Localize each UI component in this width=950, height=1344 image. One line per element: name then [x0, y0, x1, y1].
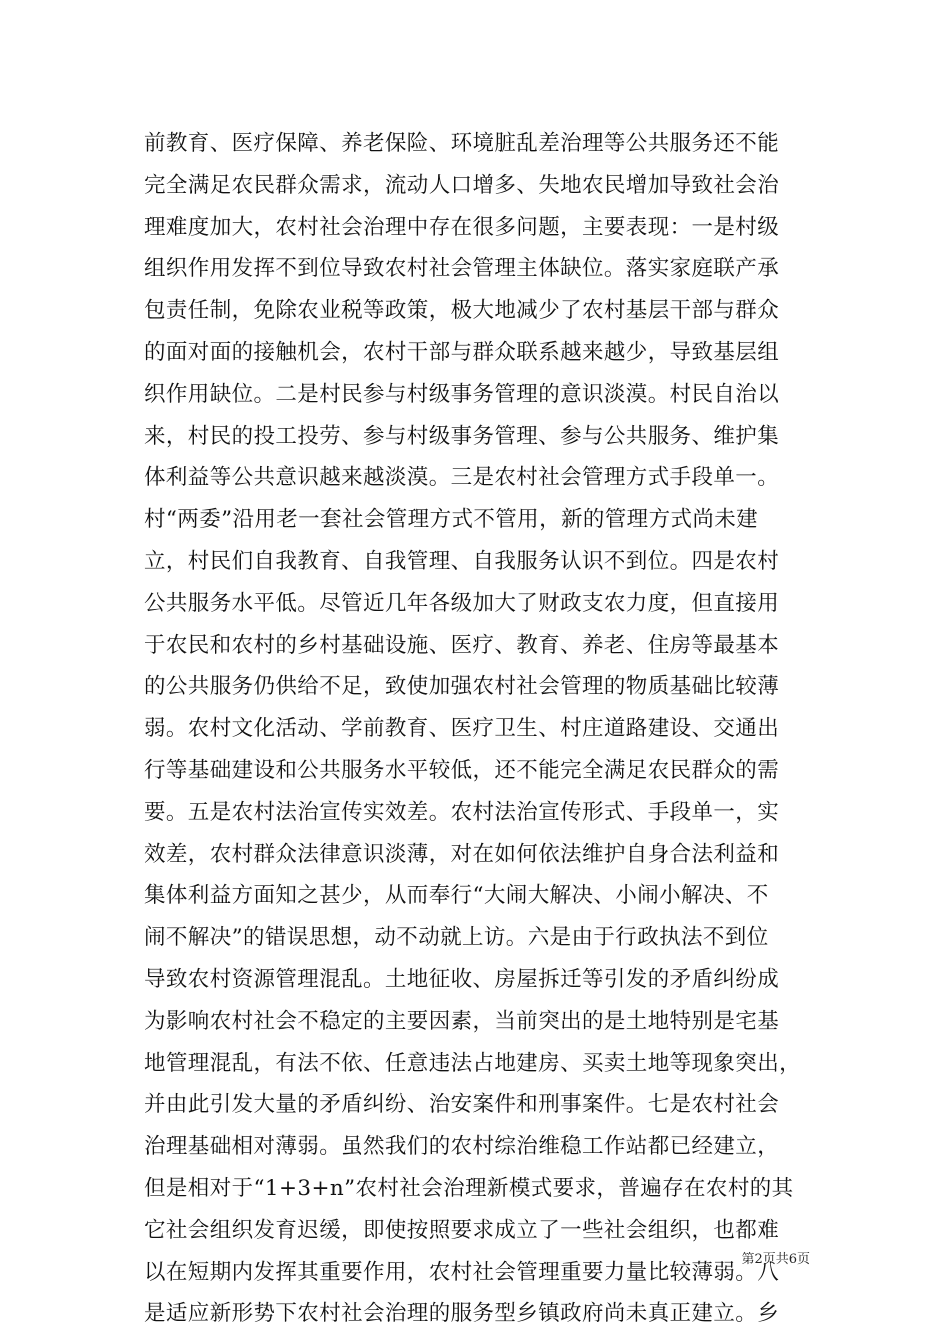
text-line: 行等基础建设和公共服务水平较低，还不能完全满足农民群众的需	[144, 757, 780, 783]
text-line: 地管理混乱，有法不依、任意违法占地建房、买卖土地等现象突出，	[144, 1050, 802, 1076]
text-line: 公共服务水平低。尽管近几年各级加大了财政支农力度，但直接用	[144, 590, 780, 616]
text-line: 包责任制，免除农业税等政策，极大地减少了农村基层干部与群众	[144, 298, 780, 324]
text-line: 集体利益方面知之甚少，从而奉行“大闹大解决、小闹小解决、不	[144, 883, 769, 909]
text-line: 效差，农村群众法律意识淡薄，对在如何依法维护自身合法利益和	[144, 841, 780, 867]
text-line: 是适应新形势下农村社会治理的服务型乡镇政府尚未真正建立。乡	[144, 1301, 780, 1327]
text-line: 导致农村资源管理混乱。土地征收、房屋拆迁等引发的矛盾纠纷成	[144, 966, 780, 992]
text-line: 体利益等公共意识越来越淡漠。三是农村社会管理方式手段单一。	[144, 465, 780, 491]
text-line: 但是相对于“1+3+n”农村社会治理新模式要求，普遍存在农村的其	[144, 1175, 794, 1201]
text-line: 要。五是农村法治宣传实效差。农村法治宣传形式、手段单一，实	[144, 799, 780, 825]
text-line: 于农民和农村的乡村基础设施、医疗、教育、养老、住房等最基本	[144, 632, 780, 658]
text-line: 前教育、医疗保障、养老保险、环境脏乱差治理等公共服务还不能	[144, 131, 780, 156]
text-line: 闹不解决”的错误思想，动不动就上访。六是由于行政执法不到位	[144, 925, 769, 951]
text-line: 组织作用发挥不到位导致农村社会管理主体缺位。落实家庭联产承	[144, 256, 780, 282]
text-line: 村“两委”沿用老一套社会管理方式不管用，新的管理方式尚未建	[144, 507, 759, 533]
text-line: 理难度加大，农村社会治理中存在很多问题，主要表现：一是村级	[144, 214, 780, 240]
text-line: 立，村民们自我教育、自我管理、自我服务认识不到位。四是农村	[144, 548, 780, 574]
text-line: 完全满足农民群众需求，流动人口增多、失地农民增加导致社会治	[144, 172, 780, 198]
text-line: 并由此引发大量的矛盾纠纷、治安案件和刑事案件。七是农村社会	[144, 1092, 780, 1118]
text-line: 以在短期内发挥其重要作用，农村社会管理重要力量比较薄弱。八	[144, 1259, 780, 1285]
text-line: 为影响农村社会不稳定的主要因素，当前突出的是土地特别是宅基	[144, 1008, 780, 1034]
text-line: 的面对面的接触机会，农村干部与群众联系越来越少，导致基层组	[144, 339, 780, 365]
page-number: 第2页共6页	[741, 1252, 810, 1267]
text-line: 弱。农村文化活动、学前教育、医疗卫生、村庄道路建设、交通出	[144, 716, 780, 742]
text-line: 治理基础相对薄弱。虽然我们的农村综治维稳工作站都已经建立，	[144, 1134, 780, 1160]
text-line: 来，村民的投工投劳、参与村级事务管理、参与公共服务、维护集	[144, 423, 780, 449]
body-text	[144, 123, 824, 1335]
text-line: 织作用缺位。二是村民参与村级事务管理的意识淡漠。村民自治以	[144, 381, 780, 407]
text-line: 它社会组织发育迟缓，即使按照要求成立了一些社会组织，也都难	[144, 1217, 780, 1243]
text-line: 的公共服务仍供给不足，致使加强农村社会管理的物质基础比较薄	[144, 674, 780, 700]
